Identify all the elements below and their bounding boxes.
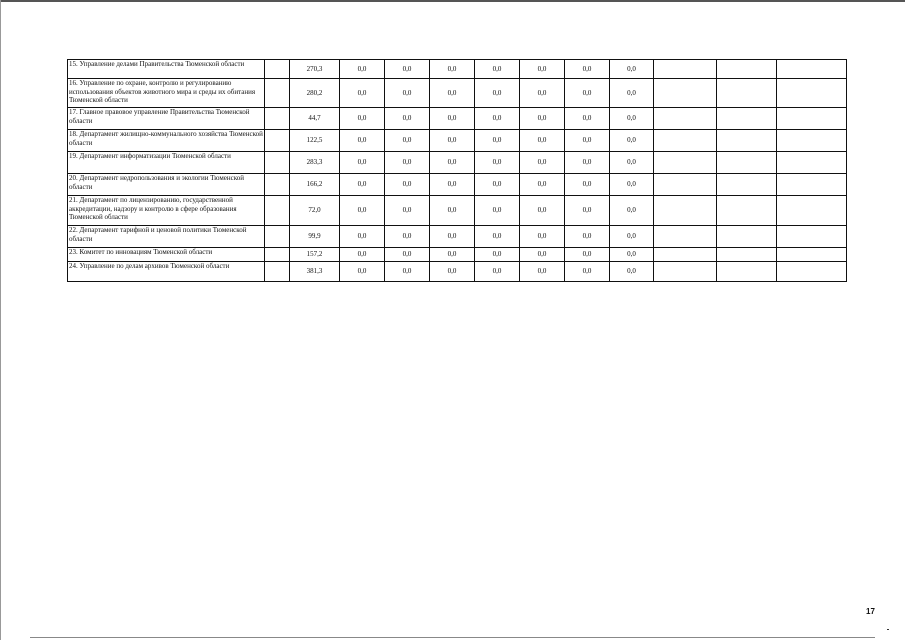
value-cell bbox=[265, 248, 290, 262]
value-cell bbox=[654, 226, 717, 248]
table-row bbox=[68, 174, 847, 196]
value-cell: 0,0 bbox=[340, 262, 385, 282]
value-cell bbox=[777, 130, 847, 152]
row-name-cell: 16. Управление по охране, контролю и регулированию использования объектов животного мира и среды их обитания Тюменской области bbox=[68, 79, 265, 108]
row-name-cell: 21. Департамент по лицензированию, государственной аккредитации, надзору и контролю в сфере образования Тюменской области bbox=[68, 196, 265, 226]
value-cell bbox=[777, 248, 847, 262]
value-cell bbox=[777, 60, 847, 79]
table-body bbox=[68, 60, 847, 282]
value-cell: 0,0 bbox=[610, 152, 654, 174]
value-cell: 0,0 bbox=[475, 60, 520, 79]
value-cell: 0,0 bbox=[430, 60, 475, 79]
value-cell: 0,0 bbox=[385, 174, 430, 196]
row-name-cell: 18. Департамент жилищно-коммунального хозяйства Тюменской области bbox=[68, 130, 265, 152]
row-name-cell: 20. Департамент недропользования и экологии Тюменской области bbox=[68, 174, 265, 196]
value-cell: 0,0 bbox=[385, 262, 430, 282]
value-cell: 0,0 bbox=[610, 60, 654, 79]
value-cell: 0,0 bbox=[475, 130, 520, 152]
value-cell: 0,0 bbox=[340, 60, 385, 79]
value-cell: 0,0 bbox=[475, 226, 520, 248]
value-cell: 99,9 bbox=[290, 226, 340, 248]
value-cell: 0,0 bbox=[430, 108, 475, 130]
value-cell bbox=[717, 174, 777, 196]
value-cell bbox=[265, 130, 290, 152]
value-cell: 0,0 bbox=[520, 60, 565, 79]
value-cell bbox=[654, 130, 717, 152]
value-cell: 0,0 bbox=[520, 262, 565, 282]
value-cell: 0,0 bbox=[565, 108, 610, 130]
value-cell bbox=[265, 79, 290, 108]
table-row bbox=[68, 60, 847, 79]
value-cell: 280,2 bbox=[290, 79, 340, 108]
value-cell: 0,0 bbox=[610, 248, 654, 262]
value-cell bbox=[654, 108, 717, 130]
value-cell bbox=[777, 152, 847, 174]
value-cell bbox=[265, 152, 290, 174]
value-cell: 0,0 bbox=[430, 130, 475, 152]
value-cell: 0,0 bbox=[475, 196, 520, 226]
value-cell: 0,0 bbox=[340, 174, 385, 196]
value-cell: 0,0 bbox=[385, 60, 430, 79]
value-cell bbox=[777, 262, 847, 282]
value-cell bbox=[777, 174, 847, 196]
value-cell: 122,5 bbox=[290, 130, 340, 152]
budget-table bbox=[67, 59, 847, 282]
value-cell bbox=[654, 262, 717, 282]
value-cell: 0,0 bbox=[610, 79, 654, 108]
value-cell bbox=[717, 130, 777, 152]
value-cell: 0,0 bbox=[565, 262, 610, 282]
value-cell: 0,0 bbox=[385, 79, 430, 108]
value-cell: 0,0 bbox=[340, 226, 385, 248]
scan-edge-bottom bbox=[30, 637, 875, 638]
value-cell: 0,0 bbox=[610, 262, 654, 282]
value-cell: 0,0 bbox=[565, 152, 610, 174]
value-cell bbox=[265, 226, 290, 248]
value-cell: 0,0 bbox=[385, 130, 430, 152]
value-cell bbox=[717, 108, 777, 130]
value-cell: 0,0 bbox=[565, 79, 610, 108]
value-cell: 0,0 bbox=[565, 248, 610, 262]
value-cell: 0,0 bbox=[565, 130, 610, 152]
value-cell: 0,0 bbox=[430, 196, 475, 226]
value-cell bbox=[654, 196, 717, 226]
value-cell: 0,0 bbox=[520, 130, 565, 152]
value-cell bbox=[265, 174, 290, 196]
value-cell: 0,0 bbox=[565, 174, 610, 196]
value-cell: 0,0 bbox=[520, 174, 565, 196]
value-cell: 0,0 bbox=[565, 60, 610, 79]
value-cell: 0,0 bbox=[610, 226, 654, 248]
table-row bbox=[68, 248, 847, 262]
value-cell bbox=[717, 262, 777, 282]
value-cell: 0,0 bbox=[340, 248, 385, 262]
value-cell bbox=[717, 79, 777, 108]
value-cell: 0,0 bbox=[520, 152, 565, 174]
table-row bbox=[68, 108, 847, 130]
value-cell: 72,0 bbox=[290, 196, 340, 226]
value-cell: 0,0 bbox=[610, 130, 654, 152]
value-cell: 0,0 bbox=[610, 174, 654, 196]
value-cell bbox=[265, 108, 290, 130]
value-cell bbox=[717, 248, 777, 262]
value-cell bbox=[654, 174, 717, 196]
table-row bbox=[68, 196, 847, 226]
value-cell bbox=[777, 226, 847, 248]
value-cell bbox=[265, 196, 290, 226]
page-number: 17 bbox=[866, 607, 875, 616]
row-name-cell: 23. Комитет по инновациям Тюменской области bbox=[68, 248, 265, 262]
table-row bbox=[68, 152, 847, 174]
value-cell: 0,0 bbox=[430, 262, 475, 282]
value-cell: 0,0 bbox=[475, 152, 520, 174]
value-cell: 0,0 bbox=[475, 262, 520, 282]
value-cell: 0,0 bbox=[340, 196, 385, 226]
value-cell: 0,0 bbox=[475, 174, 520, 196]
value-cell: 0,0 bbox=[475, 79, 520, 108]
value-cell: 0,0 bbox=[385, 226, 430, 248]
value-cell: 0,0 bbox=[340, 152, 385, 174]
table-row bbox=[68, 226, 847, 248]
value-cell: 157,2 bbox=[290, 248, 340, 262]
value-cell bbox=[777, 196, 847, 226]
value-cell bbox=[717, 226, 777, 248]
scan-edge-top bbox=[0, 0, 905, 2]
value-cell bbox=[717, 152, 777, 174]
value-cell: 0,0 bbox=[520, 226, 565, 248]
value-cell: 0,0 bbox=[340, 130, 385, 152]
table-row bbox=[68, 262, 847, 282]
value-cell: 0,0 bbox=[475, 108, 520, 130]
value-cell: 0,0 bbox=[520, 108, 565, 130]
value-cell: 0,0 bbox=[520, 248, 565, 262]
value-cell: 0,0 bbox=[610, 108, 654, 130]
value-cell: 0,0 bbox=[385, 152, 430, 174]
scan-edge-left bbox=[0, 0, 1, 640]
value-cell: 381,3 bbox=[290, 262, 340, 282]
value-cell: 0,0 bbox=[610, 196, 654, 226]
value-cell: 0,0 bbox=[520, 196, 565, 226]
value-cell bbox=[265, 262, 290, 282]
value-cell bbox=[265, 60, 290, 79]
value-cell: 0,0 bbox=[520, 79, 565, 108]
value-cell: 270,3 bbox=[290, 60, 340, 79]
value-cell: 0,0 bbox=[430, 152, 475, 174]
value-cell bbox=[654, 60, 717, 79]
value-cell: 283,3 bbox=[290, 152, 340, 174]
scan-mark bbox=[887, 629, 889, 630]
row-name-cell: 17. Главное правовое управление Правительства Тюменской области bbox=[68, 108, 265, 130]
value-cell: 166,2 bbox=[290, 174, 340, 196]
row-name-cell: 15. Управление делами Правительства Тюменской области bbox=[68, 60, 265, 79]
value-cell: 44,7 bbox=[290, 108, 340, 130]
value-cell: 0,0 bbox=[430, 174, 475, 196]
value-cell bbox=[654, 248, 717, 262]
row-name-cell: 24. Управление по делам архивов Тюменской области bbox=[68, 262, 265, 282]
value-cell: 0,0 bbox=[430, 226, 475, 248]
value-cell bbox=[654, 79, 717, 108]
row-name-cell: 22. Департамент тарифной и ценовой политики Тюменской области bbox=[68, 226, 265, 248]
value-cell bbox=[777, 108, 847, 130]
value-cell: 0,0 bbox=[385, 196, 430, 226]
value-cell: 0,0 bbox=[430, 79, 475, 108]
table-row bbox=[68, 130, 847, 152]
value-cell: 0,0 bbox=[340, 79, 385, 108]
value-cell bbox=[654, 152, 717, 174]
value-cell: 0,0 bbox=[565, 226, 610, 248]
value-cell: 0,0 bbox=[385, 108, 430, 130]
value-cell: 0,0 bbox=[475, 248, 520, 262]
row-name-cell: 19. Департамент информатизации Тюменской области bbox=[68, 152, 265, 174]
value-cell bbox=[717, 196, 777, 226]
value-cell: 0,0 bbox=[385, 248, 430, 262]
value-cell bbox=[717, 60, 777, 79]
value-cell: 0,0 bbox=[430, 248, 475, 262]
value-cell: 0,0 bbox=[565, 196, 610, 226]
value-cell: 0,0 bbox=[340, 108, 385, 130]
table-row bbox=[68, 79, 847, 108]
value-cell bbox=[777, 79, 847, 108]
